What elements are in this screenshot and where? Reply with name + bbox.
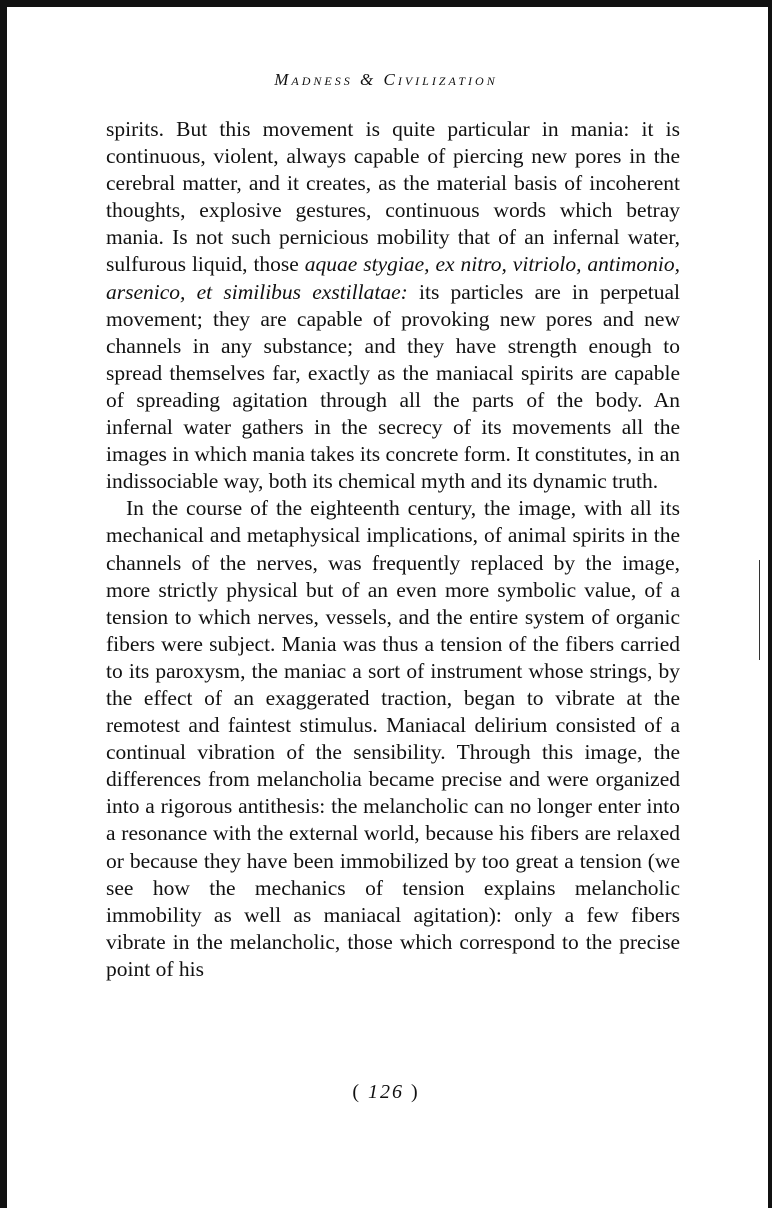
running-head: Madness & Civilization — [274, 70, 498, 89]
scan-border-right — [768, 0, 772, 1208]
scan-mark — [759, 560, 760, 660]
page-number-value: 126 — [368, 1081, 404, 1103]
paragraph-1-text-a: spirits. But this movement is quite particular in mania: it is continuous, violent, always capable of piercing new pores in the cerebral matter, and it creates, as the material basis of incoherent thoughts, explosive gestures, continuous words which betray mania. Is not such pernicious mobility that of an infernal water, sulfurous liquid, those — [106, 117, 680, 277]
paragraph-1 — [106, 116, 680, 495]
page-number — [0, 1081, 772, 1104]
scan-border-left — [0, 0, 7, 1208]
body-text — [106, 116, 680, 983]
scan-border-top — [0, 0, 772, 7]
paragraph-1-latin-quote: aquae stygiae, ex nitro, vitriolo, antimonio, arsenico, et similibus exstillatae: — [106, 252, 680, 304]
paragraph-2: In the course of the eighteenth century, the image, with all its mechanical and metaphysical implications, of animal spirits in the channels of the nerves, was frequently replaced by the image, more strictly physical but of an even more symbolic value, of a tension to which nerves, vessels, and the entire system of organic fibers were subject. Mania was thus a tension of the fibers carried to its paroxysm, the maniac a sort of instrument whose strings, by the effect of an exaggerated traction, began to vibrate at the remotest and faintest stimulus. Maniacal delirium consisted of a continual vibration of the sensibility. Through this image, the differences from melancholia became precise and were organized into a rigorous antithesis: the melancholic can no longer enter into a resonance with the external world, because his fibers are relaxed or because they have been immobilized by too great a tension (we see how the mechanics of tension explains melancholic immobility as well as maniacal agitation): only a few fibers vibrate in the melancholic, those which correspond to the precise point of his — [106, 496, 680, 981]
paragraph-1-text-b: its particles are in perpetual movement; they are capable of provoking new pores and new channels in any substance; and they have strength enough to spread themselves far, exactly as the maniacal spirits are capable of spreading agitation through all the parts of the body. An infernal water gathers in the secrecy of its movements all the images in which mania takes its concrete form. It constitutes, in an indissociable way, both its chemical myth and its dynamic truth. — [106, 279, 680, 494]
page-number-close: ) — [411, 1081, 420, 1103]
page-number-open: ( — [352, 1081, 361, 1103]
